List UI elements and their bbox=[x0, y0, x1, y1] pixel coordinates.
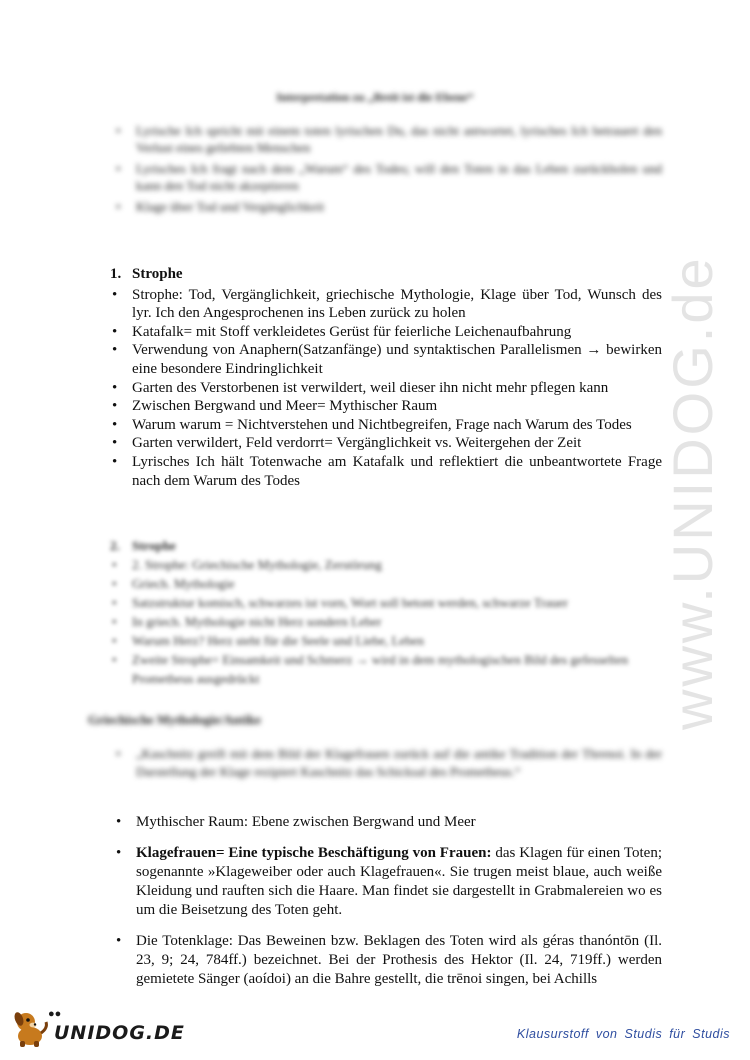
logo-text: UNIDOG.DE bbox=[54, 1022, 185, 1044]
list-item: • Katafalk= mit Stoff verkleidetes Gerüst für feierliche Leichenaufbahrung bbox=[110, 323, 662, 342]
watermark: www.UNIDOG.de bbox=[661, 255, 724, 730]
paw-icon: ●● bbox=[48, 1008, 62, 1020]
list-item: • Zwischen Bergwand und Meer= Mythischer Raum bbox=[110, 397, 662, 416]
list-item: • Mythischer Raum: Ebene zwischen Bergwand und Meer bbox=[114, 813, 662, 832]
greek-mythology-heading: Griechische Mythologie/Antike bbox=[88, 712, 261, 727]
unidog-logo[interactable] bbox=[8, 1006, 185, 1050]
list-item: • Verwendung von Anaphern(Satzanfänge) und syntaktischen Parallelismen → bewirken eine besondere Eindringlichkeit bbox=[110, 341, 662, 378]
strophe-2-number: 2. bbox=[110, 538, 120, 553]
list-item: • Garten des Verstorbenen ist verwildert, weil dieser ihn nicht mehr pflegen kann bbox=[110, 379, 662, 398]
klagefrauen-term: Klagefrauen= Eine typische Beschäftigung von Frauen: bbox=[136, 845, 492, 861]
totenklage-list bbox=[114, 932, 662, 989]
list-item: • Lyrische Ich spricht mit einem toten lyrischen Du, das nicht antwortet, lyrisches Ich betrauert den Verlust eines geliebten Menschen bbox=[114, 122, 662, 156]
list-item: • Strophe: Tod, Vergänglichkeit, griechische Mythologie, Klage über Tod, Wunsch des lyr. Ich den Angesprochenen ins Leben zurück zu holen bbox=[110, 286, 662, 323]
klagefrauen-list bbox=[114, 844, 662, 920]
list-item bbox=[114, 844, 662, 920]
list-item: • Satzstruktur komisch, schwarzes ist vorn, Wort soll betont werden, schwarze Trauer bbox=[110, 593, 662, 612]
list-item: • Klage über Tod und Vergänglichkeit bbox=[114, 198, 662, 215]
strophe-1-heading bbox=[110, 265, 662, 284]
list-item: • Warum warum = Nichtverstehen und Nichtbegreifen, Frage nach Warum des Todes bbox=[110, 416, 662, 435]
strophe-1-bullet-list bbox=[110, 286, 662, 491]
list-item: • Die Totenklage: Das Beweinen bzw. Beklagen des Toten wird als géras thanóntōn (Il. 23, 9; 24, 784ff.) bezeichnet. Bei der Prothesis des Hektor (Il. 24, 719ff.) werden gemietete Sänger (aoídoi) an die Bahre gestellt, die trēnoi singen, bei Achills bbox=[114, 932, 662, 989]
dog-icon bbox=[8, 1006, 52, 1050]
list-item: • 2. Strophe: Griechische Mythologie, Zerstörung bbox=[110, 555, 662, 574]
intro-bullet-list bbox=[114, 122, 662, 219]
footer-tagline: Klausurstoff von Studis für Studis bbox=[516, 1027, 730, 1041]
strophe-1-heading-label: Strophe bbox=[132, 266, 183, 282]
list-item: • Zweite Strophe= Einsamkeit und Schmerz → wird in dem mythologischen Bild des gefesselten Prometheus ausgedrückt bbox=[110, 650, 662, 688]
mythic-space-list bbox=[114, 813, 662, 832]
list-item: • Lyrisches Ich hält Totenwache am Katafalk und reflektiert die unbeantwortete Frage nach dem Warum des Todes bbox=[110, 453, 662, 490]
strophe-2-section bbox=[110, 536, 662, 688]
list-item: • Griech. Mythologie bbox=[110, 574, 662, 593]
quote-list bbox=[114, 745, 662, 781]
list-item: • Garten verwildert, Feld verdorrt= Vergänglichkeit vs. Weitergehen der Zeit bbox=[110, 434, 662, 453]
list-item: • Lyrisches Ich fragt nach dem „Warum“ des Todes; will den Toten in das Leben zurückholen und kann den Tod nicht akzeptieren bbox=[114, 160, 662, 194]
strophe-1-section bbox=[110, 265, 662, 490]
quote-item: • „Kaschnitz greift mit dem Bild der Klagefrauen zurück auf die antike Tradition der Threnoi. In der Darstellung der Klage rezipiert Kaschnitz das Schicksal des Prometheus.“ bbox=[114, 745, 662, 781]
strophe-2-bullet-list bbox=[110, 555, 662, 688]
strophe-2-heading-label: Strophe bbox=[132, 538, 176, 553]
document-title: Interpretation zu „Breit ist die Ebene“ bbox=[276, 90, 474, 104]
list-item: • In griech. Mythologie nicht Herz sondern Leber bbox=[110, 612, 662, 631]
klagefrauen-text: das Klagen für einen Toten; sogenannte »Klageweiber oder auch Klagefrauen«. Sie trugen meist blaue, auch weiße Kleidung und rauften sich die Haare. Man findet sie dargestellt in Grabmalereien wo es um die Beisetzung des Toten geht. bbox=[136, 845, 662, 918]
strophe-1-number: 1. bbox=[110, 266, 122, 282]
strophe-2-heading bbox=[110, 536, 662, 555]
list-item: • Warum Herz? Herz steht für die Seele und Liebe, Leben bbox=[110, 631, 662, 650]
